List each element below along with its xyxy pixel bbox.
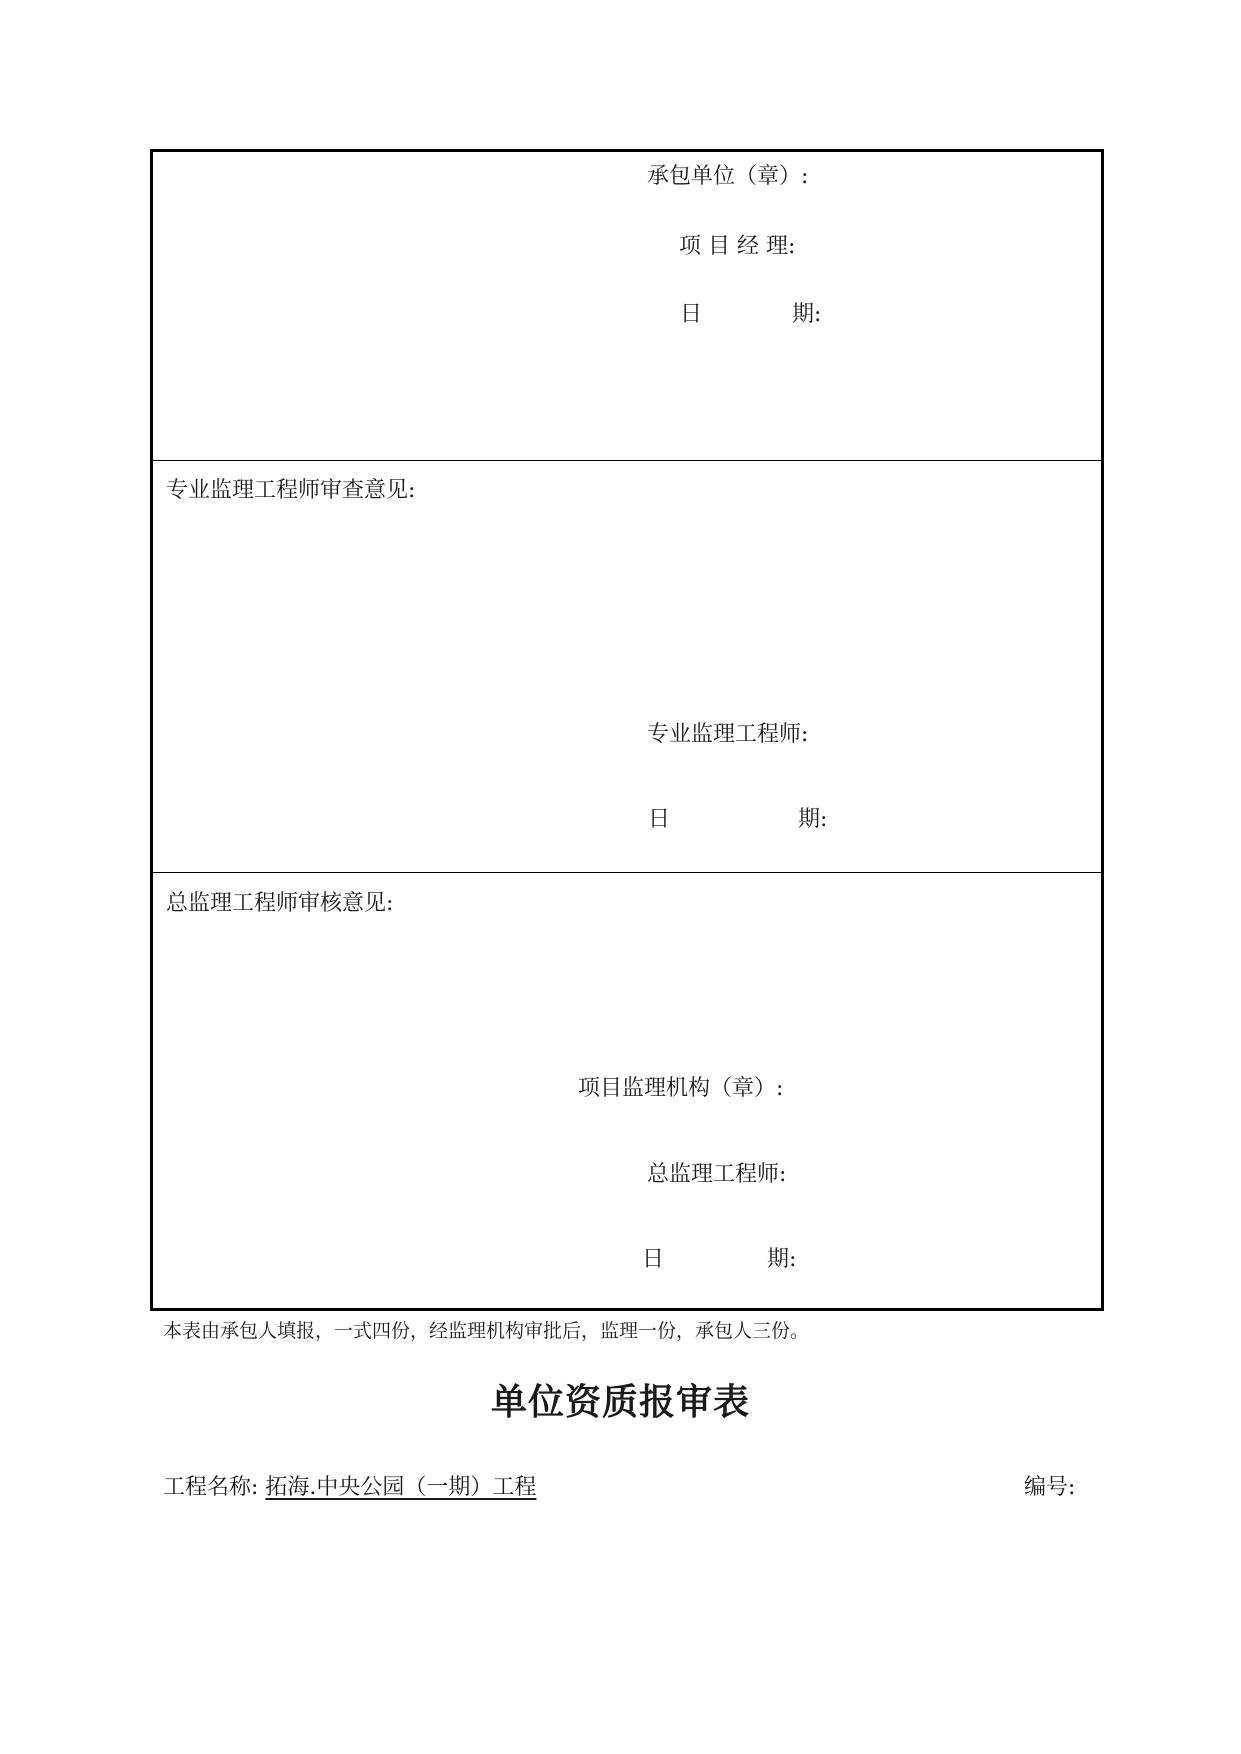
specialist-date-label-left: 日 bbox=[648, 807, 671, 832]
project-name-line bbox=[163, 1474, 536, 1502]
project-manager-label: 项 目 经 理: bbox=[679, 234, 796, 259]
project-name-value: 拓海.中央公园（一期）工程 bbox=[265, 1475, 537, 1500]
contractor-unit-seal-label: 承包单位（章）: bbox=[647, 164, 809, 189]
supervision-org-seal-label: 项目监理机构（章）: bbox=[578, 1076, 784, 1101]
row-divider-1 bbox=[153, 460, 1101, 461]
project-name-label: 工程名称: bbox=[163, 1475, 259, 1500]
contractor-date-label-left: 日 bbox=[680, 302, 703, 327]
chief-engineer-label: 总监理工程师: bbox=[647, 1162, 787, 1187]
chief-date-label-right: 期: bbox=[767, 1247, 797, 1272]
chief-audit-opinion-label: 总监理工程师审核意见: bbox=[166, 891, 394, 916]
chief-date-label-left: 日 bbox=[642, 1247, 665, 1272]
document-title: 单位资质报审表 bbox=[490, 1381, 750, 1423]
form-footnote: 本表由承包人填报，一式四份，经监理机构审批后，监理一份，承包人三份。 bbox=[163, 1320, 810, 1342]
specialist-review-opinion-label: 专业监理工程师审查意见: bbox=[166, 478, 416, 503]
row-divider-2 bbox=[153, 872, 1101, 873]
contractor-date-label-right: 期: bbox=[792, 302, 822, 327]
serial-number-label: 编号: bbox=[1024, 1475, 1076, 1500]
approval-form-table bbox=[150, 149, 1104, 1311]
specialist-date-label-right: 期: bbox=[798, 807, 828, 832]
specialist-engineer-label: 专业监理工程师: bbox=[647, 722, 809, 747]
